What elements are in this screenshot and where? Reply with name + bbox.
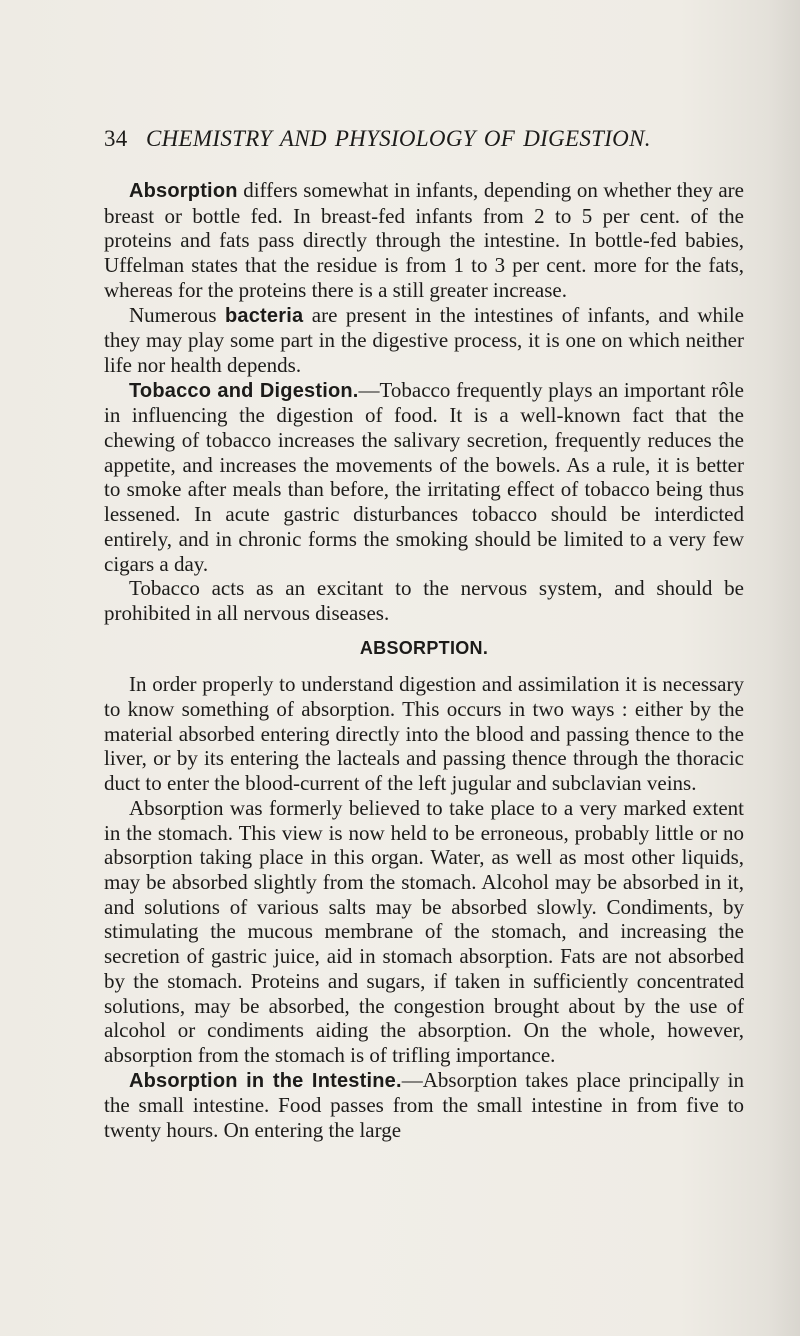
inline-heading-bacteria: bacteria <box>224 304 304 327</box>
section-title-absorption: ABSORPTION. <box>359 637 489 658</box>
paragraph-stomach-absorption <box>104 796 744 1068</box>
paragraph-tobacco-nervous <box>104 576 744 625</box>
paragraph-text: Absorption was formerly believed to take place to a very marked extent in the stomach. This view is now held to be erroneous, probably little or no absorption taking place in this organ. Water, as well as most other liquids, may be absorbed slightly from the stomach. Alcohol may be absorbed in it, and solutions of various salts may be absorbed slowly. Condiments, by stimulating the mucous membrane of the stomach, and increasing the secretion of gastric juice, aid in stomach absorption. Fats are not absorbed by the stomach. Proteins and sugars, if taken in sufficiently concentrated solutions, may be absorbed, the congestion brought about by the use of alcohol or condiments aiding the absorption. On the whole, however, absorption from the stomach is of trifling importance. <box>104 795 744 1067</box>
running-title: CHEMISTRY AND PHYSIOLOGY OF DIGESTION. <box>146 126 651 151</box>
page-header <box>104 126 744 160</box>
paragraph-bacteria <box>104 303 744 378</box>
page-number: 34 <box>104 126 128 151</box>
paragraph-text: —Tobacco frequently plays an important rôle in influencing the digestion of food. It is a well-known fact that the chewing of tobacco increases the salivary secretion, frequently reduces the appetite, and increases the movements of the bowels. As a rule, it is better to smoke after meals than before, the irritating effect of tobacco being thus lessened. In acute gastric disturbances tobacco should be interdicted entirely, and in chronic forms the smoking should be limited to a very few cigars a day. <box>104 377 744 576</box>
paragraph-text: are present in the intestines of infants, and while they may play some part in the digestive process, it is one on which neither life nor health depends. <box>104 302 744 377</box>
paragraph-intestine-absorption <box>104 1068 744 1143</box>
inline-heading-absorption: Absorption <box>129 180 238 202</box>
paragraph-text: In order properly to understand digestion and assimilation it is necessary to know something of absorption. This occurs in two ways : either by the material absorbed entering directly into the blood and passing thence to the liver, or by its entering the lacteals and passing thence through the thoracic duct to enter the blood-current of the left jugular and subclavian veins. <box>104 672 744 796</box>
paragraph-text: Tobacco acts as an excitant to the nervous system, and should be prohibited in all nervous diseases. <box>104 576 744 625</box>
paragraph-tobacco <box>104 378 744 577</box>
inline-heading-tobacco: Tobacco and Digestion. <box>129 379 359 402</box>
inline-heading-intestine: Absorption in the Intestine. <box>129 1069 402 1092</box>
paragraph-infant-absorption <box>104 178 744 303</box>
paragraph-absorption-ways <box>104 672 744 796</box>
paragraph-text-before: Numerous <box>129 302 225 327</box>
body-text <box>104 178 744 1143</box>
paragraph-text: —Absorption takes place principally in the small intestine. Food passes from the small intestine in from five to twenty hours. On entering the large <box>104 1067 744 1143</box>
paragraph-text: differs somewhat in infants, depending on whether they are breast or bottle fed. In breast-fed infants from 2 to 5 per cent. of the proteins and fats pass directly through the intestine. In bottle-fed babies, Uffelman states that the residue is from 1 to 3 per cent. more for the fats, whereas for the proteins there is a still greater increase. <box>104 178 744 302</box>
